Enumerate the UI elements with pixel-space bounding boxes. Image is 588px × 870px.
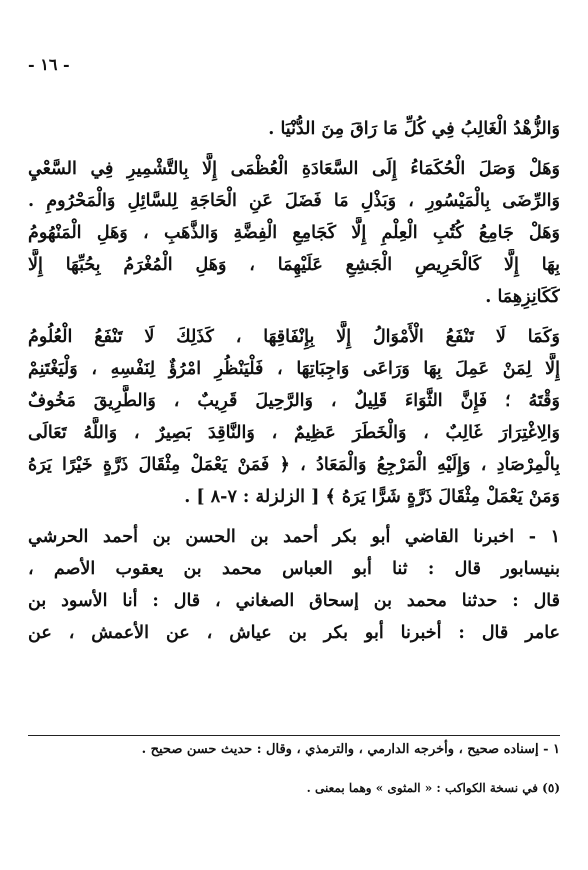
- text-line: وَهَلْ جَامِعُ كُتُبِ الْعِلْمِ إِلَّا كَجَامِعِ الْفِضَّةِ وَالذَّهَبِ ، وَهَلِ الْمَنْهُومُ: [28, 223, 560, 243]
- text-line: وَقْتَهُ ؛ فَإِنَّ الثَّوَاءَ قَلِيلٌ ، وَالرَّحِيلَ قَرِيبٌ ، وَالطَّرِيقَ مَخُوفٌ: [28, 391, 560, 411]
- text-line: وَالِاغْتِرَارَ غَالِبٌ ، وَالْخَطَرَ عَظِيمٌ ، وَالنَّاقِدَ بَصِيرٌ ، وَاللَّهُ تَعَالَى: [28, 423, 560, 443]
- text-line: عامر قال : أخبرنا أبو بكر بن عياش ، عن الأعمش ، عن: [28, 623, 560, 643]
- footnote-divider: [28, 735, 560, 736]
- body-text: [28, 113, 560, 649]
- text-line: ١ - اخبرنا القاضي أبو بكر أحمد بن الحسن بن أحمد الحرشي: [28, 527, 560, 547]
- paragraph: [28, 521, 560, 649]
- footnote: ١ - إسناده صحيح ، وأخرجه الدارمي ، والترمذي ، وقال : حديث حسن صحيح .: [141, 742, 560, 757]
- text-line: وَالرِّضَى بِالْمَيْسُورِ ، وَبَذْلِ مَا فَضَلَ عَنِ الْحَاجَةِ لِلسَّائِلِ وَالْمَحْرُومِ .: [28, 191, 560, 211]
- text-line: وَهَلْ وَصَلَ الْحُكَمَاءُ إِلَى السَّعَادَةِ الْعُظْمَى إِلَّا بِالتَّشْمِيرِ فِي السَّعْيِ: [28, 159, 560, 179]
- document-page: [28, 55, 560, 845]
- text-line: بنيسابور قال : ثنا أبو العباس محمد بن يعقوب الأصم ،: [28, 559, 560, 579]
- text-line: وَكَمَا لَا تَنْفَعُ الْأَمْوَالُ إِلَّا بِإِنْفَاقِهَا ، كَذَلِكَ لَا تَنْفَعُ الْعُلُومُ: [28, 327, 560, 347]
- text-line: إِلَّا لِمَنْ عَمِلَ بِهَا وَرَاعَى وَاجِبَاتِهَا ، فَلْيَنْظُرِ امْرُؤٌ لِنَفْسِهِ ، وَلْيَغْتَنِمْ: [28, 359, 560, 379]
- text-line: بِهَا إِلَّا كَالْحَرِيصِ الْجَشِعِ عَلَيْهِمَا ، وَهَلِ الْمُغْرَمُ بِحُبِّهَا إِلَّا: [28, 255, 560, 275]
- paragraph-gap: [28, 145, 560, 153]
- text-line: وَالزُّهْدُ الْغَالِبُ فِي كُلِّ مَا رَاقَ مِنَ الدُّنْيَا .: [268, 119, 560, 139]
- footnote: (٥) في نسخة الكواكب : « المثوى » وهما بمعنى .: [306, 781, 560, 795]
- paragraph-gap: [28, 513, 560, 521]
- paragraph: [28, 153, 560, 313]
- paragraph: [28, 321, 560, 513]
- text-line: كَكَانِزِهِمَا .: [485, 287, 560, 307]
- text-line: قال : حدثنا محمد بن إسحاق الصغاني ، قال : أنا الأسود بن: [28, 591, 560, 611]
- page-number: - ١٦ -: [28, 55, 70, 74]
- paragraph: [28, 113, 560, 145]
- text-line: وَمَنْ يَعْمَلْ مِثْقَالَ ذَرَّةٍ شَرًّا يَرَهُ ﴾ [ الزلزلة : ٧-٨ ] .: [184, 487, 560, 507]
- text-line: بِالْمِرْصَادِ ، وَإِلَيْهِ الْمَرْجِعُ وَالْمَعَادُ ، ﴿ فَمَنْ يَعْمَلْ مِثْقَالَ ذَرَّةٍ خَيْرًا يَرَهُ: [28, 455, 560, 475]
- paragraph-gap: [28, 313, 560, 321]
